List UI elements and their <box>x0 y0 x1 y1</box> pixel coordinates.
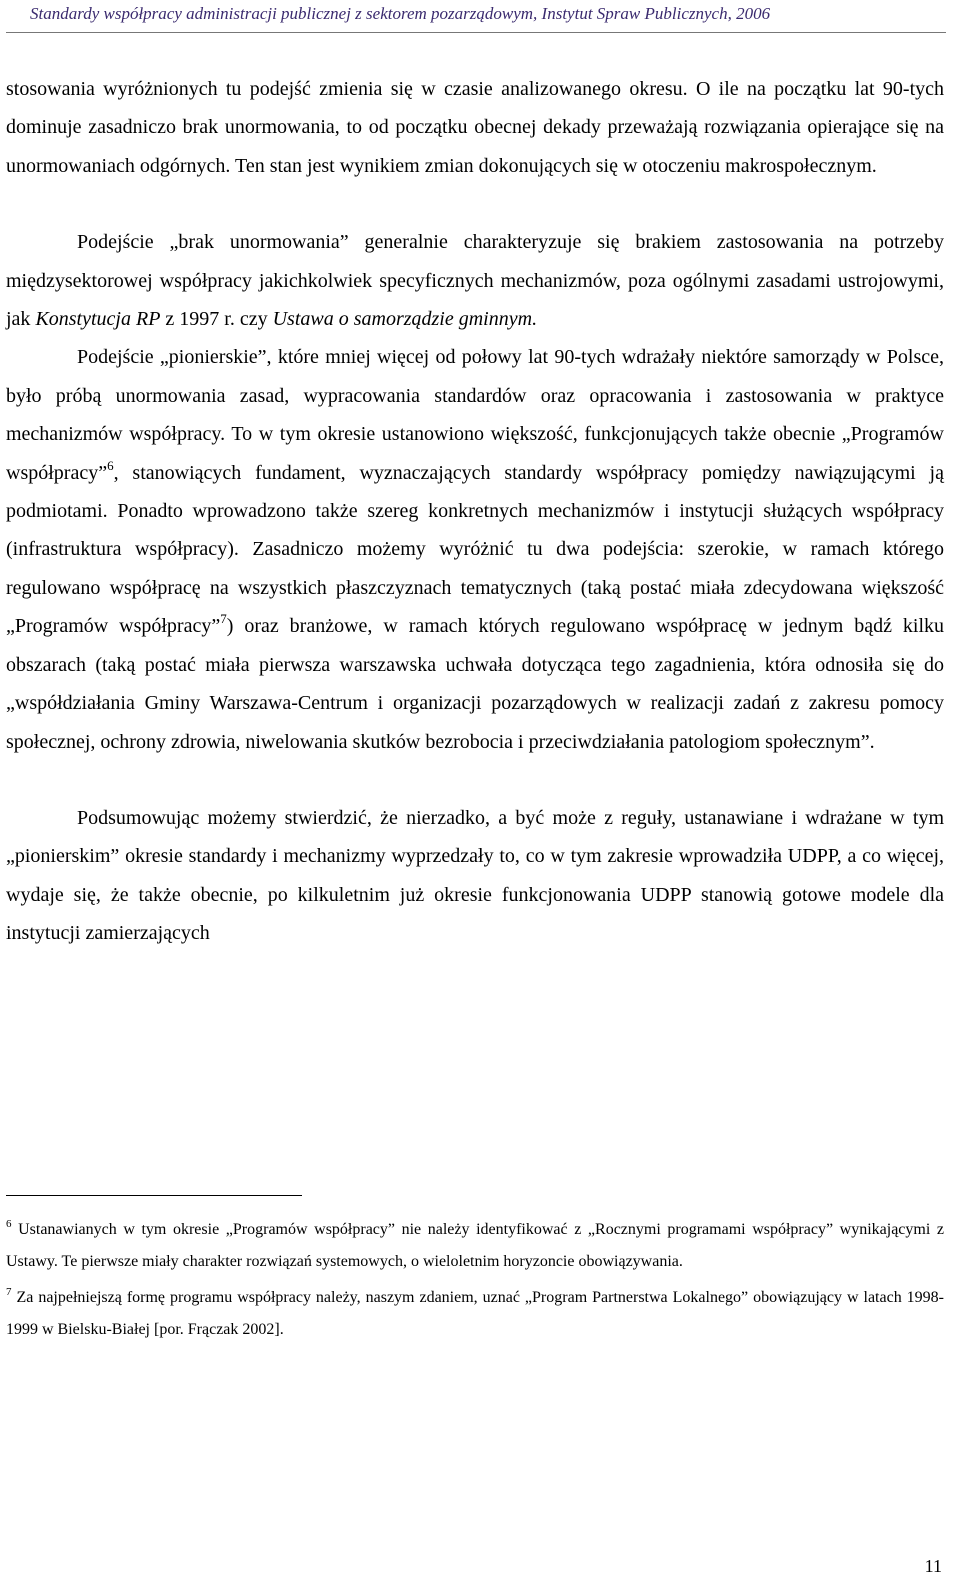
footnote-7-text: Za najpełniejszą formę programu współpracy należy, naszym zdaniem, uznać „Program Partnerstwa Lokalnego” obowiązujący w latach 1998-1999 w Bielsku-Białej [por. Frączak 2002]. <box>6 1289 944 1338</box>
footnote-ref-7[interactable]: 7 <box>220 611 227 627</box>
paragraph-2 <box>6 223 944 338</box>
main-text <box>6 70 944 953</box>
paragraph-3 <box>6 338 944 760</box>
paragraph-1: stosowania wyróżnionych tu podejść zmienia się w czasie analizowanego okresu. O ile na początku lat 90-tych dominuje zasadniczo brak unormowania, to od początku obecnej dekady przeważają rozwiązania opierające się na unormowaniach odgórnych. Ten stan jest wynikiem zmian dokonujących się w otoczeniu makrospołecznym. <box>6 78 944 177</box>
paragraph-2-text-b: z 1997 r. czy <box>160 308 273 331</box>
footnote-6-text: Ustanawianych w tym okresie „Programów współpracy” nie należy identyfikować z „Rocznymi programami współpracy” wynikającymi z Ustawy. Te pierwsze miały charakter rozwiązań systemowych, o wieloletnim horyzoncie obowiązywania. <box>6 1221 944 1270</box>
footnote-separator <box>6 1195 302 1196</box>
paragraph-2-italic-ustawa: Ustawa o samorządzie gminnym. <box>272 308 538 331</box>
paragraph-3-text-b: , stanowiących fundament, wyznaczających standardy współpracy pomiędzy nawiązującymi ją podmiotami. Ponadto wprowadzono także szereg konkretnych mechanizmów i instytucji służących współpracy (infrastruktura współpracy). Zasadniczo możemy wyróżnić tu dwa podejścia: szerokie, w ramach którego regulowano współpracę na wszystkich płaszczyznach tematycznych (taką postać miała zdecydowana większość „Programów współpracy” <box>6 461 944 638</box>
footnote-ref-6[interactable]: 6 <box>107 457 114 473</box>
paragraph-2-italic-konstytucja: Konstytucja RP <box>35 308 161 331</box>
paragraph-4: Podsumowując możemy stwierdzić, że nierzadko, a być może z reguły, ustanawiane i wdrażane w tym „pionierskim” okresie standardy i mechanizmy wyprzedzały to, co w tym zakresie wprowadziła UDPP, a co więcej, wydaje się, że także obecnie, po kilkuletnim już okresie funkcjonowania UDPP stanowią gotowe modele dla instytucji zamierzających <box>6 806 944 945</box>
footnote-7 <box>6 1282 944 1346</box>
header-rule <box>6 32 946 33</box>
footnotes <box>6 1214 944 1350</box>
footnote-7-number: 7 <box>6 1286 12 1298</box>
page-number: 11 <box>924 1556 942 1576</box>
footnote-6 <box>6 1214 944 1278</box>
footnote-6-number: 6 <box>6 1218 12 1230</box>
paragraph-3-text-a: Podejście „pionierskie”, które mniej więcej od połowy lat 90-tych wdrażały niektóre samorządy w Polsce, było próbą unormowania zasad, wypracowania standardów oraz opracowania i zastosowania w praktyce mechanizmów współpracy. To w tym okresie ustanowiono większość, funkcjonujących także obecnie „Programów współpracy” <box>6 346 944 484</box>
running-header: Standardy współpracy administracji publicznej z sektorem pozarządowym, Instytut Spraw Publicznych, 2006 <box>30 4 771 23</box>
paragraph-3-text-c: ) oraz branżowe, w ramach których regulowano współpracę w jednym bądź kilku obszarach (taką postać miała pierwsza warszawska uchwała dotycząca tego zagadnienia, która odnosiła się do „współdziałania Gminy Warszawa-Centrum i organizacji pozarządowych w realizacji zadań z zakresu pomocy społecznej, ochrony zdrowia, niwelowania skutków bezrobocia i przeciwdziałania patologiom społecznym”. <box>6 615 944 753</box>
paragraph-2-text-a: Podejście „brak unormowania” generalnie charakteryzuje się brakiem zastosowania na potrzeby międzysektorowej współpracy jakichkolwiek specyficznych mechanizmów, poza ogólnymi zasadami ustrojowymi, jak <box>6 231 944 331</box>
